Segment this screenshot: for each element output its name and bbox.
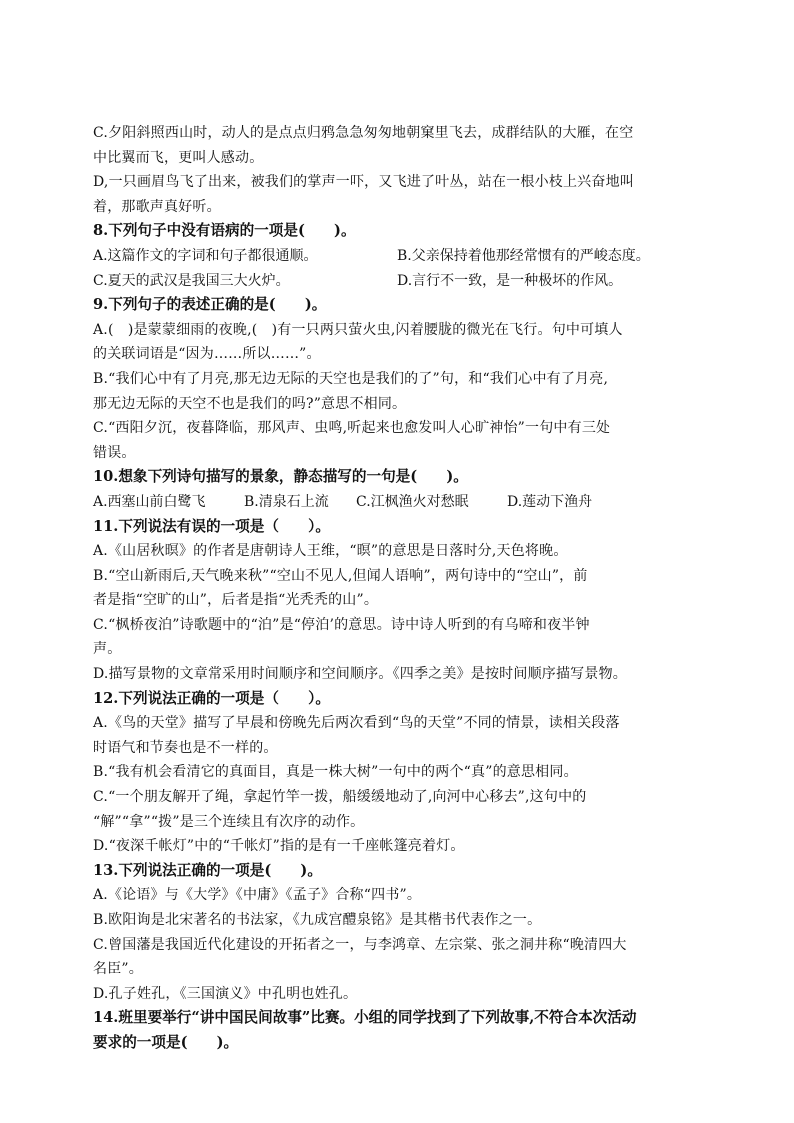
text-line: A.《山居秋暝》的作者是唐朝诗人王维，“暝”的意思是日落时分,天色将晚。 xyxy=(93,543,568,560)
question-8-stem: 8.下列句子中没有语病的一项是( )。 xyxy=(93,222,356,240)
option-b: B.父亲保持着他那经常惯有的严峻态度。 xyxy=(397,247,650,264)
text-line: 着，那歌声真好听。 xyxy=(93,198,221,215)
option-d: D.言行不一致，是一种极坏的作风。 xyxy=(397,272,623,289)
text-line: C.夕阳斜照西山时，动人的是点点归鸦急急匆匆地朝窠里飞去，成群结队的大雁，在空 xyxy=(93,125,634,141)
question-14-stem: 要求的一项是( )。 xyxy=(93,1033,239,1051)
question-9-stem: 9.下列句子的表述正确的是( )。 xyxy=(93,296,327,314)
text-line: C.“西阳夕沉，夜暮降临，那风声、虫鸣,听起来也愈发叫人心旷神怡”一句中有三处 xyxy=(93,420,611,437)
text-line: B.欧阳询是北宋著名的书法家，《九成宫醴泉铭》是其楷书代表作之一。 xyxy=(93,912,542,928)
question-8-options-row-2 xyxy=(93,269,705,294)
text-line: 名臣”。 xyxy=(93,961,143,978)
text-line: B.“我们心中有了月亮,那无边无际的天空也是我们的了”句，和“我们心中有了月亮, xyxy=(93,370,609,387)
option-b: B.清泉石上流 xyxy=(244,493,329,510)
text-line: D.“夜深千帐灯”中的“千帐灯”指的是有一千座帐篷亮着灯。 xyxy=(93,838,465,855)
text-line: B.“空山新雨后,天气晚来秋”“空山不见人,但闻人语响”，两句诗中的“空山”，前 xyxy=(93,567,588,584)
question-10-stem: 10.想象下列诗句描写的景象，静态描写的一句是( )。 xyxy=(93,468,468,486)
question-10-options xyxy=(93,490,705,515)
text-line: C.“枫桥夜泊”诗歌题中的“泊”是“停泊’的意思。诗中诗人听到的有乌啼和夜半钟 xyxy=(93,616,590,633)
question-13-stem: 13.下列说法正确的一项是( )。 xyxy=(93,861,322,879)
document-content xyxy=(93,121,705,1056)
text-line: C.曾国藩是我国近代化建设的开拓者之一，与李鸿章、左宗棠、张之洞井称“晚清四大 xyxy=(93,936,627,953)
text-line: D.描写景物的文章常采用时间顺序和空间顺序。《四季之美》是按时间顺序描写景物。 xyxy=(93,666,627,683)
option-a: A.西塞山前白鹭飞 xyxy=(93,493,206,510)
text-line: 那无边无际的天空不也是我们的吗?”意思不相同。 xyxy=(93,395,407,412)
option-c: C.夏天的武汉是我国三大火炉。 xyxy=(93,272,290,289)
text-line: A.( )是蒙蒙细雨的夜晚,( )有一只两只萤火虫,闪着腰胧的微光在飞行。句中可填人 xyxy=(93,321,623,338)
text-line: 错误。 xyxy=(93,444,136,461)
question-11-stem: 11.下列说法有误的一项是（ ）。 xyxy=(93,517,330,535)
text-line: C.“一个朋友解开了绳，拿起竹竿一拨，船缓缓地动了,向河中心移去”,这句中的 xyxy=(93,789,587,806)
text-line: B.“我有机会看清它的真面目，真是一株大树”一句中的两个“真”的意思相同。 xyxy=(93,764,578,781)
option-c: C.江枫渔火对愁眠 xyxy=(356,493,469,510)
text-line: 中比翼而飞，更叫人感动。 xyxy=(93,149,264,166)
option-d: D.莲动下渔舟 xyxy=(507,493,593,510)
text-line: D,一只画眉鸟飞了出来，被我们的掌声一吓，又飞进了叶丛，站在一根小枝上兴奋地叫 xyxy=(93,174,634,191)
text-line: 者是指“空旷的山”，后者是指“光秃秃的山”。 xyxy=(93,592,379,609)
text-line: 时语气和节奏也是不一样的。 xyxy=(93,739,278,756)
question-12-stem: 12.下列说法正确的一项是（ ）。 xyxy=(93,689,330,707)
text-line: 声。 xyxy=(93,641,122,658)
text-line: D.孔子姓孔，《三国演义》中孔明也姓孔。 xyxy=(93,985,358,1002)
text-line: A.《论语》与《大学》《中庸》《孟子》合称“四书”。 xyxy=(93,887,422,904)
text-line: 的关联词语是“因为……所以……”。 xyxy=(93,346,321,363)
text-line: A.《鸟的天堂》描写了早晨和傍晚先后两次看到“鸟的天堂”不同的情景，读相关段落 xyxy=(93,715,620,732)
question-8-options-row-1 xyxy=(93,244,705,269)
option-a: A.这篇作文的字词和句子都很通顺。 xyxy=(93,247,318,264)
text-line: “解”“拿”“拨”是三个连续且有次序的动作。 xyxy=(93,813,365,830)
question-14-stem: 14.班里要举行“讲中国民间故事”比赛。小组的同学找到了下列故事,不符合本次活动 xyxy=(93,1009,637,1027)
